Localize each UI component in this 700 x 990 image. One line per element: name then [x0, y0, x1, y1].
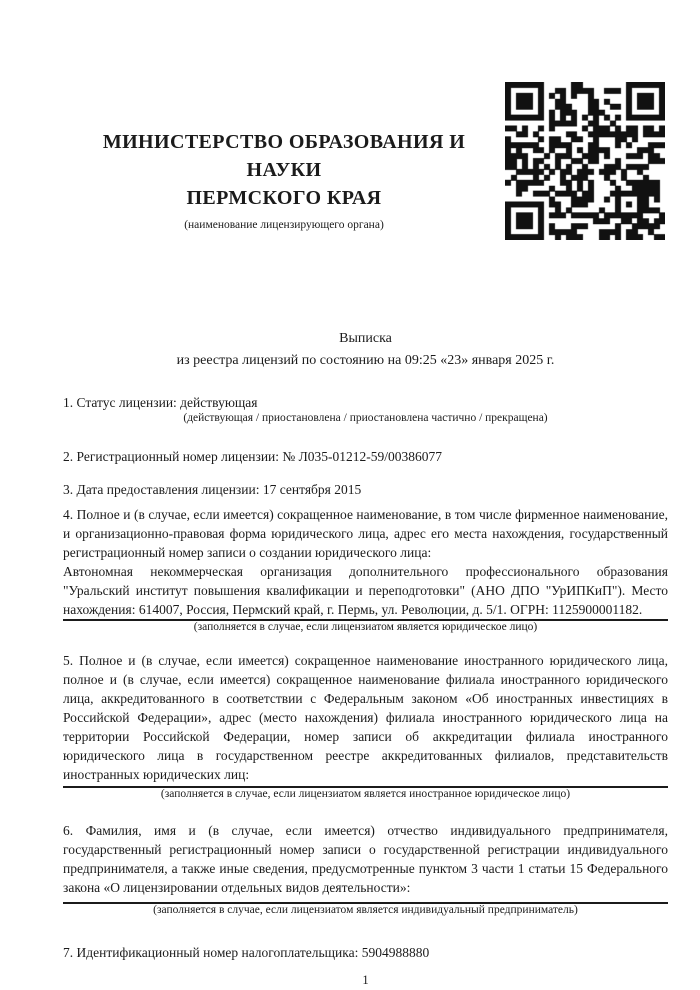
field-taxpayer-number — [63, 943, 668, 962]
field-foreign-legal-entity — [63, 651, 668, 801]
document-title-line1: Выписка — [339, 331, 392, 346]
field-individual-entrepreneur-question: 6. Фамилия, имя и (в случае, если имеется) отчество индивидуального предпринимателя, государственный регистрационный номер записи о государственной регистрации индивидуального предпринимателя, а также иные сведения, предусмотренные пунктом 3 части 1 статьи 15 Федерального закона «О лицензировании отдельных видов деятельности»: — [63, 823, 668, 895]
field-taxpayer-number-text: 7. Идентификационный номер налогоплательщика: 5904988880 — [63, 945, 430, 960]
field-individual-entrepreneur — [63, 821, 668, 917]
field-legal-entity-note: (заполняется в случае, если лицензиатом является юридическое лицо) — [193, 621, 538, 633]
authority-name — [63, 128, 505, 212]
field-license-grant-date — [63, 480, 668, 499]
field-license-grant-date-text: 3. Дата предоставления лицензии: 17 сентября 2015 — [63, 482, 362, 497]
authority-name-line2: ПЕРМСКОГО КРАЯ — [186, 187, 382, 209]
field-registration-number — [63, 447, 668, 466]
authority-caption: (наименование лицензирующего органа) — [184, 219, 384, 231]
field-individual-entrepreneur-note: (заполняется в случае, если лицензиатом является индивидуальный предприниматель) — [153, 904, 578, 916]
field-legal-entity — [63, 505, 668, 634]
licensing-authority-block — [63, 0, 505, 232]
field-legal-entity-value: Автономная некоммерческая организация дополнительного профессионального образования "Уральский институт повышения квалификации и переподготовки" (АНО ДПО "УрИПКиП"). Место нахождения: 614007, Россия, Пермский край, г. Пермь, ул. Революции, д. 5/1. ОГРН: 1125900001182. — [63, 564, 668, 617]
qr-code — [505, 82, 665, 240]
field-legal-entity-question: 4. Полное и (в случае, если имеется) сокращенное наименование, в том числе фирменное наименование, и организационно-правовая форма юридического лица, адрес его места нахождения, государственный регистрационный номер записи о создании юридического лица: — [63, 507, 668, 560]
field-registration-number-text: 2. Регистрационный номер лицензии: № Л035-01212-59/00386077 — [63, 449, 443, 464]
field-license-status-text: 1. Статус лицензии: действующая — [63, 395, 258, 410]
field-foreign-legal-entity-question: 5. Полное и (в случае, если имеется) сокращенное наименование иностранного юридического лица, полное и (в случае, если имеется) сокращенное наименование филиала иностранного юридического лица, аккредитованного в соответствии с Федеральным законом «Об иностранных инвестициях в Российской Федерации», адрес (место нахождения) филиала иностранного юридического лица на территории Российской Федерации, номер записи об аккредитации филиала иностранного юридического лица в государственном реестре аккредитованных филиалов, представительств иностранных юридических лиц: — [63, 653, 668, 782]
document-title-line2: из реестра лицензий по состоянию на 09:25 «23» января 2025 г. — [176, 353, 555, 368]
field-license-status-note: (действующая / приостановлена / приостановлена частично / прекращена) — [183, 412, 548, 424]
field-foreign-legal-entity-note: (заполняется в случае, если лицензиатом является иностранное юридическое лицо) — [160, 788, 571, 800]
document-title — [63, 328, 668, 372]
page-number: 1 — [362, 973, 369, 987]
field-license-status — [63, 393, 668, 425]
authority-name-line1: МИНИСТЕРСТВО ОБРАЗОВАНИЯ И НАУКИ — [102, 131, 466, 181]
